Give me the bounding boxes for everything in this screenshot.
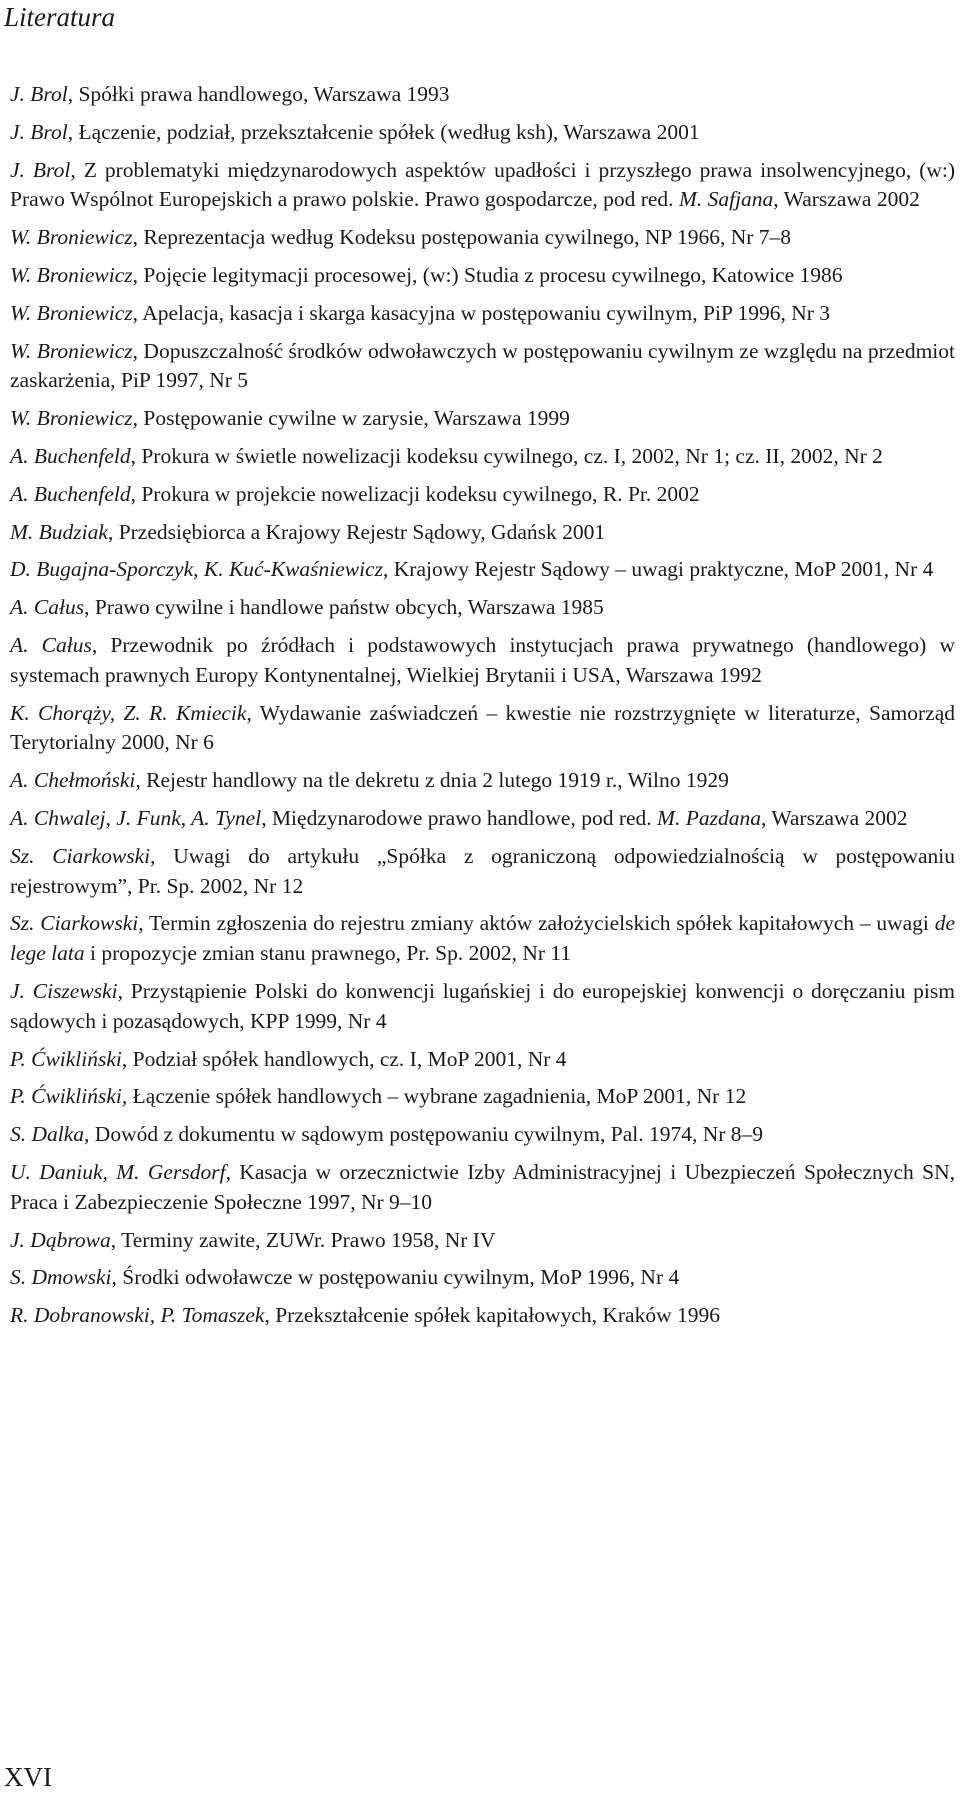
entry-authors: S. Dmowski [10, 1265, 112, 1290]
entry-text: , Reprezentacja według Kodeksu postępowania cywilnego, NP 1966, Nr 7–8 [132, 225, 792, 250]
entry-authors: W. Broniewicz [10, 262, 133, 287]
entry-text: , Prawo cywilne i handlowe państw obcych, Warszawa 1985 [84, 595, 604, 620]
entry-authors: A. Buchenfeld [10, 481, 131, 506]
bibliography-entry [10, 842, 955, 902]
entry-authors: J. Brol [10, 82, 68, 106]
bibliography-entry [10, 977, 955, 1037]
entry-authors: J. Dąbrowa [10, 1227, 111, 1252]
bibliography-entry [10, 223, 955, 253]
bibliography-entry [10, 593, 955, 623]
entry-text-tail: , Warszawa 2002 [760, 805, 908, 830]
entry-authors: J. Brol [10, 157, 71, 182]
entry-authors: S. Dalka [10, 1122, 85, 1147]
entry-authors: W. Broniewicz [10, 300, 133, 325]
entry-authors: P. Ćwikliński [10, 1084, 122, 1109]
bibliography-entry [10, 631, 955, 691]
page-number: XVI [4, 1762, 52, 1792]
bibliography-entry [10, 1263, 955, 1293]
entry-text: , Z problematyki międzynarodowych aspektów upadłości i przyszłego prawa insolwencyjnego, (w:) Prawo Wspólnot Europejskich a prawo polskie. Prawo gospodarcze, pod red. [10, 157, 956, 212]
entry-text: , Prokura w projekcie nowelizacji kodeksu cywilnego, R. Pr. 2002 [130, 481, 700, 506]
bibliography-entry [10, 1226, 955, 1256]
entry-text: , Łączenie, podział, przekształcenie spółek (według ksh), Warszawa 2001 [67, 119, 700, 144]
entry-text-tail: , Warszawa 2002 [773, 187, 920, 212]
entry-text: , Krajowy Rejestr Sądowy – uwagi praktyczne, MoP 2001, Nr 4 [383, 557, 934, 582]
entry-authors: W. Broniewicz [10, 225, 133, 250]
entry-italic-part: de lege lata [10, 911, 955, 966]
bibliography-entry [10, 555, 955, 585]
entry-authors: Sz. Ciarkowski [10, 843, 151, 868]
entry-authors: M. Budziak [10, 519, 108, 544]
entry-italic-part: M. Pazdana [657, 805, 761, 830]
bibliography-entry [10, 699, 955, 759]
entry-authors: A. Buchenfeld [10, 443, 131, 468]
bibliography-entry [10, 442, 955, 472]
entry-authors: J. Ciszewski [10, 978, 118, 1003]
entry-text: , Przekształcenie spółek kapitałowych, Kraków 1996 [264, 1303, 720, 1328]
bibliography-list [10, 80, 955, 1339]
bibliography-entry [10, 337, 955, 397]
entry-authors: Sz. Ciarkowski [10, 911, 139, 936]
section-title: Literatura [4, 2, 116, 32]
entry-authors: A. Chełmoński [10, 768, 136, 793]
bibliography-entry [10, 1045, 955, 1075]
entry-authors: A. Całus [10, 595, 85, 620]
entry-text: , Pojęcie legitymacji procesowej, (w:) Studia z procesu cywilnego, Katowice 1986 [132, 262, 843, 287]
entry-text: , Apelacja, kasacja i skarga kasacyjna w postępowaniu cywilnym, PiP 1996, Nr 3 [132, 300, 831, 325]
entry-authors: A. Całus [10, 632, 92, 657]
bibliography-entry [10, 261, 955, 291]
entry-text: , Przedsiębiorca a Krajowy Rejestr Sądowy, Gdańsk 2001 [107, 519, 606, 544]
bibliography-entry [10, 766, 955, 796]
entry-authors: U. Daniuk, M. Gersdorf [10, 1159, 226, 1184]
bibliography-entry [10, 1120, 955, 1150]
bibliography-entry [10, 299, 955, 329]
entry-text: , Wydawanie zaświadczeń – kwestie nie rozstrzygnięte w literaturze, Samorząd Terytorialny 2000, Nr 6 [10, 700, 955, 755]
entry-text: , Łączenie spółek handlowych – wybrane zagadnienia, MoP 2001, Nr 12 [121, 1084, 747, 1109]
entry-text: , Kasacja w orzecznictwie Izby Administracyjnej i Ubezpieczeń Społecznych SN, Praca i Zabezpieczenie Społeczne 1997, Nr 9–10 [10, 1159, 956, 1214]
entry-text: , Prokura w świetle nowelizacji kodeksu cywilnego, cz. I, 2002, Nr 1; cz. II, 2002, Nr 2 [130, 443, 883, 468]
entry-text: , Dowód z dokumentu w sądowym postępowaniu cywilnym, Pal. 1974, Nr 8–9 [84, 1122, 764, 1147]
bibliography-entry [10, 1082, 955, 1112]
entry-text: , Termin zgłoszenia do rejestru zmiany aktów założycielskich spółek kapitałowych – uwagi [138, 911, 935, 936]
entry-text-tail: i propozycje zmian stanu prawnego, Pr. Sp. 2002, Nr 11 [84, 941, 572, 966]
entry-text: , Przewodnik po źródłach i podstawowych instytucjach prawa prywatnego (handlowego) w systemach prawnych Europy Kontynentalnej, Wielkiej Brytanii i USA, Warszawa 1992 [10, 632, 955, 687]
entry-text: , Środki odwoławcze w postępowaniu cywilnym, MoP 1996, Nr 4 [111, 1265, 680, 1290]
entry-authors: A. Chwalej, J. Funk, A. Tynel [10, 805, 262, 830]
entry-authors: P. Ćwikliński [10, 1046, 122, 1071]
entry-authors: J. Brol [10, 119, 68, 144]
entry-authors: K. Chorąży, Z. R. Kmiecik [10, 700, 247, 725]
bibliography-entry [10, 118, 955, 148]
entry-text: , Uwagi do artykułu „Spółka z ograniczoną odpowiedzialnością w postępowaniu rejestrowym”, Pr. Sp. 2002, Nr 12 [10, 843, 955, 898]
entry-authors: W. Broniewicz [10, 406, 133, 431]
entry-text: , Podział spółek handlowych, cz. I, MoP 2001, Nr 4 [121, 1046, 567, 1071]
bibliography-entry [10, 518, 955, 548]
entry-text: , Spółki prawa handlowego, Warszawa 1993 [67, 82, 450, 106]
bibliography-entry [10, 1158, 955, 1218]
bibliography-entry [10, 480, 955, 510]
entry-text: , Międzynarodowe prawo handlowe, pod red. [261, 805, 658, 830]
bibliography-entry [10, 80, 955, 110]
entry-authors: W. Broniewicz [10, 338, 133, 363]
entry-italic-part: M. Safjana [678, 187, 774, 212]
entry-authors: D. Bugajna-Sporczyk, K. Kuć-Kwaśniewicz [10, 557, 384, 582]
entry-text: , Postępowanie cywilne w zarysie, Warszawa 1999 [132, 406, 570, 431]
entry-text: , Terminy zawite, ZUWr. Prawo 1958, Nr IV [110, 1227, 496, 1252]
entry-authors: R. Dobranowski, P. Tomaszek [10, 1303, 265, 1328]
bibliography-entry [10, 404, 955, 434]
bibliography-entry [10, 909, 955, 969]
bibliography-entry [10, 156, 955, 216]
entry-text: , Przystąpienie Polski do konwencji lugańskiej i do europejskiej konwencji o doręczaniu pism sądowych i pozasądowych, KPP 1999, Nr 4 [10, 978, 955, 1033]
bibliography-entry [10, 1301, 955, 1331]
bibliography-entry [10, 804, 955, 834]
entry-text: , Rejestr handlowy na tle dekretu z dnia 2 lutego 1919 r., Wilno 1929 [135, 768, 729, 793]
entry-text: , Dopuszczalność środków odwoławczych w postępowaniu cywilnym ze względu na przedmiot zaskarżenia, PiP 1997, Nr 5 [10, 338, 955, 393]
